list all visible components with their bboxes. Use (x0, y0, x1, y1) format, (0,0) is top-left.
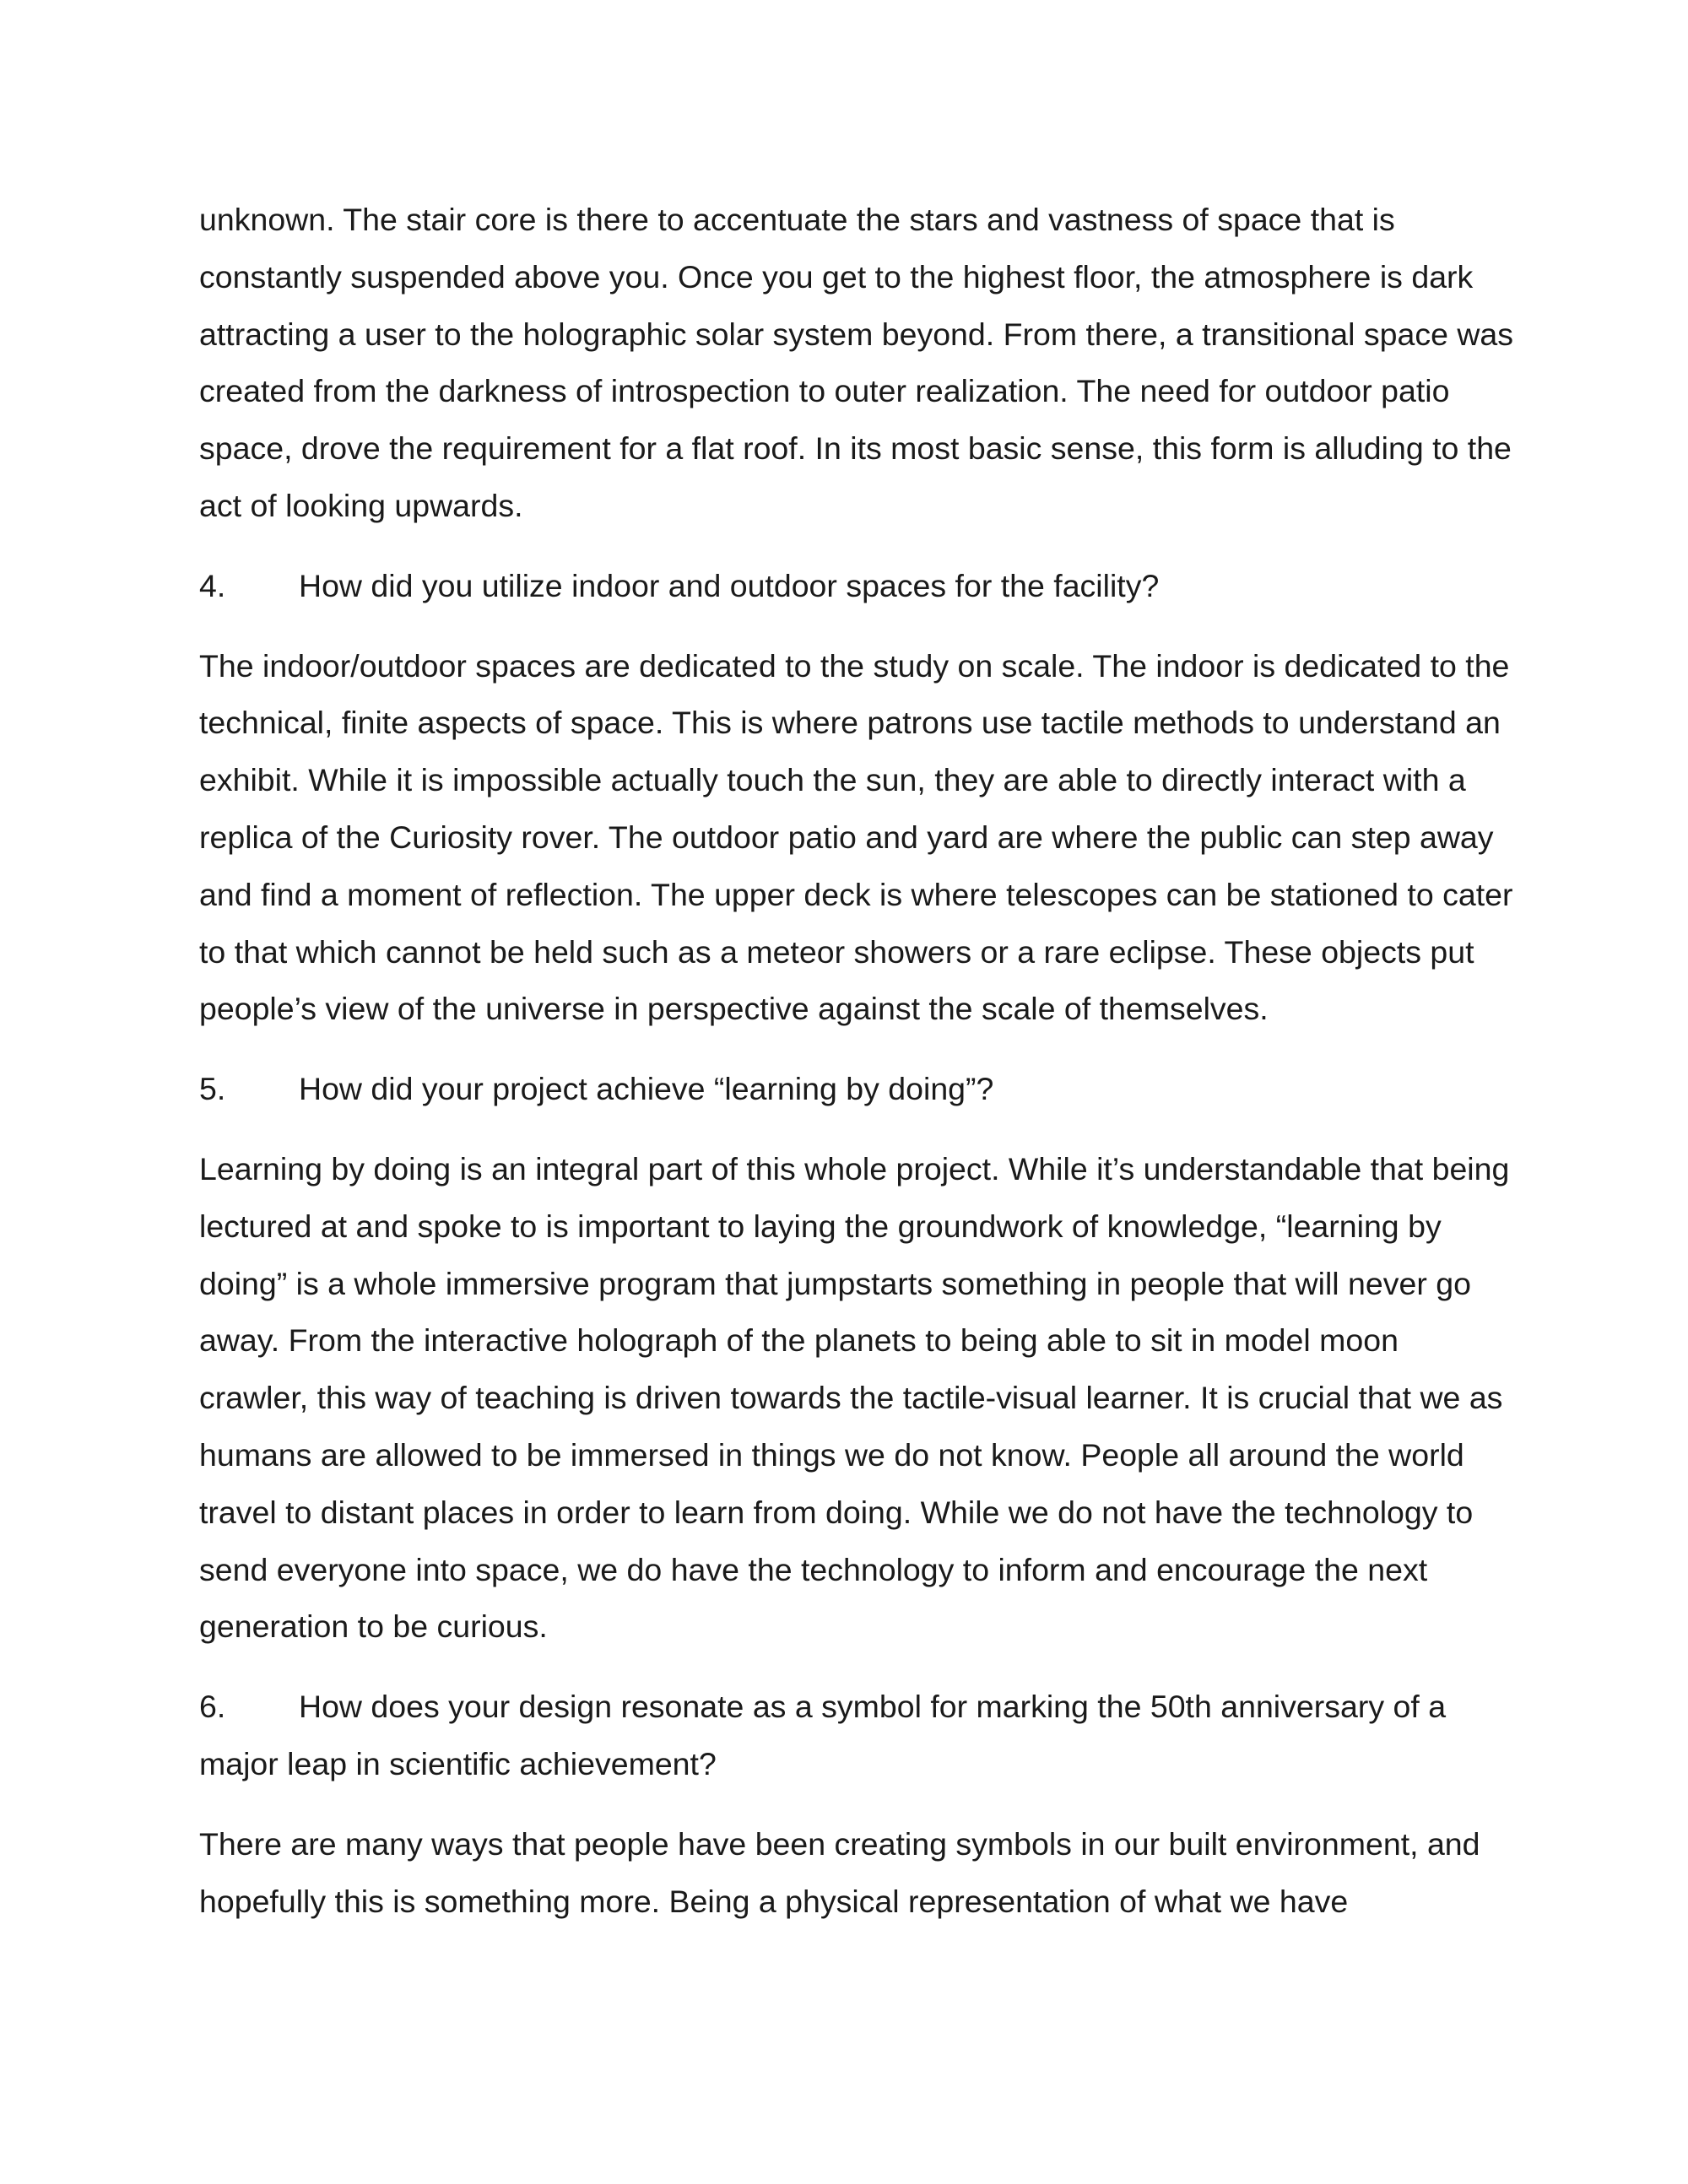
question-text: How does your design resonate as a symbol for marking the 50th anniversary of a major leap in scientific achievement? (199, 1689, 1447, 1781)
paragraph-indoor-outdoor: The indoor/outdoor spaces are dedicated to the study on scale. The indoor is dedicated to the technical, finite aspects of space. This is where patrons use tactile methods to understand an exhibit. While it is impossible actually touch the sun, they are able to directly interact with a replica of the Curiosity rover. The outdoor patio and yard are where the public can step away and find a moment of reflection. The upper deck is where telescopes can be stationed to cater to that which cannot be held such as a meteor showers or a rare eclipse. These objects put people’s view of the universe in perspective against the scale of themselves. (199, 647, 1513, 1027)
question-6 (199, 1679, 1516, 1793)
document-body (199, 192, 1516, 1953)
question-number: 5. (199, 1071, 226, 1107)
question-number: 6. (199, 1689, 226, 1725)
paragraph-symbols: There are many ways that people have been creating symbols in our built environment, and hopefully this is something more. Being a physical representation of what we have (199, 1825, 1480, 1919)
question-text: How did your project achieve “learning by doing”? (299, 1071, 994, 1107)
question-5 (199, 1061, 1516, 1118)
paragraph-stair-core: unknown. The stair core is there to accentuate the stars and vastness of space that is constantly suspended above you. Once you get to the highest floor, the atmosphere is dark attracting a user to the holographic solar system beyond. From there, a transitional space was created from the darkness of introspection to outer realization. The need for outdoor patio space, drove the requirement for a flat roof. In its most basic sense, this form is alluding to the act of looking upwards. (199, 202, 1514, 523)
question-text: How did you utilize indoor and outdoor spaces for the facility? (299, 567, 1160, 603)
question-number: 4. (199, 567, 226, 603)
question-4 (199, 558, 1516, 615)
paragraph-learning-by-doing: Learning by doing is an integral part of this whole project. While it’s understandable that being lectured at and spoke to is important to laying the groundwork of knowledge, “learning by doing” is a whole immersive program that jumpstarts something in people that will never go away. From the interactive holograph of the planets to being able to sit in model moon crawler, this way of teaching is driven towards the tactile-visual learner. It is crucial that we as humans are allowed to be immersed in things we do not know. People all around the world travel to distant places in order to learn from doing. While we do not have the technology to send everyone into space, we do have the technology to inform and encourage the next generation to be curious. (199, 1150, 1510, 1645)
